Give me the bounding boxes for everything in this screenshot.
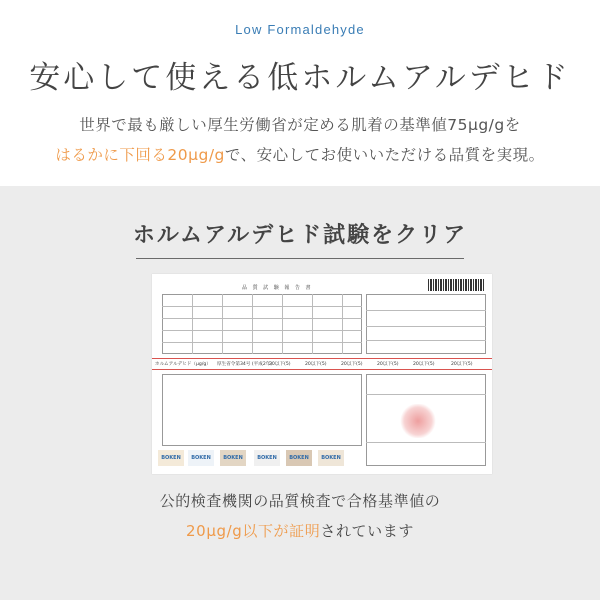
boken-tag-image: BOKEN — [158, 450, 184, 466]
result-cell: 20以下(5) — [377, 362, 399, 367]
table-rule — [282, 294, 283, 354]
result-cell: 20以下(5) — [413, 362, 435, 367]
result-row-method: 厚生省令第34号 (平成2年) — [217, 362, 273, 367]
boken-tag-image: BOKEN — [220, 450, 246, 466]
table-rule — [366, 326, 486, 327]
table-rule — [366, 340, 486, 341]
table-rule — [252, 294, 253, 354]
table-rule — [366, 442, 486, 443]
formaldehyde-result-row — [152, 358, 492, 370]
test-panel — [0, 186, 600, 600]
report-info-box — [366, 294, 486, 354]
result-row-label: ホルムアルデヒド（μg/g） — [155, 362, 211, 367]
report-lower-left — [162, 374, 362, 446]
table-rule — [342, 294, 343, 354]
boken-tag-image: BOKEN — [318, 450, 344, 466]
table-rule — [312, 294, 313, 354]
test-report-document — [152, 274, 492, 474]
lead-line-2-rest: で、安心してお使いいただける品質を実現。 — [224, 146, 545, 164]
eyebrow-label: Low Formaldehyde — [235, 22, 365, 37]
conclusion-text — [0, 486, 600, 546]
result-cell: 20以下(5) — [269, 362, 291, 367]
barcode-graphic — [428, 279, 484, 291]
conclusion-highlight: 20μg/g以下が証明 — [186, 522, 321, 540]
table-rule — [366, 310, 486, 311]
page-title: 安心して使える低ホルムアルデヒド — [29, 60, 571, 96]
lead-text — [0, 110, 600, 170]
table-rule — [366, 394, 486, 395]
table-rule — [222, 294, 223, 354]
boken-label-strip — [158, 450, 348, 466]
result-cell: 20以下(5) — [341, 362, 363, 367]
boken-tag-image: BOKEN — [188, 450, 214, 466]
conclusion-line-2-rest: されています — [320, 522, 414, 540]
report-heading: 品 質 試 験 報 告 書 — [242, 285, 313, 291]
conclusion-line-2 — [0, 516, 600, 546]
panel-title: ホルムアルデヒド試験をクリア — [132, 223, 468, 248]
lead-highlight: はるかに下回る20μg/g — [55, 146, 225, 164]
result-cell: 20以下(5) — [451, 362, 473, 367]
panel-title-underline — [136, 258, 464, 259]
lead-line-1: 世界で最も厳しい厚生労働省が定める肌着の基準値75μg/gを — [79, 116, 521, 134]
boken-tag-image: BOKEN — [286, 450, 312, 466]
table-rule — [192, 294, 193, 354]
boken-tag-image: BOKEN — [254, 450, 280, 466]
official-seal-stamp — [400, 404, 436, 438]
conclusion-line-1: 公的検査機関の品質検査で合格基準値の — [159, 492, 441, 510]
result-cell: 20以下(5) — [305, 362, 327, 367]
lead-line-2 — [0, 140, 600, 170]
